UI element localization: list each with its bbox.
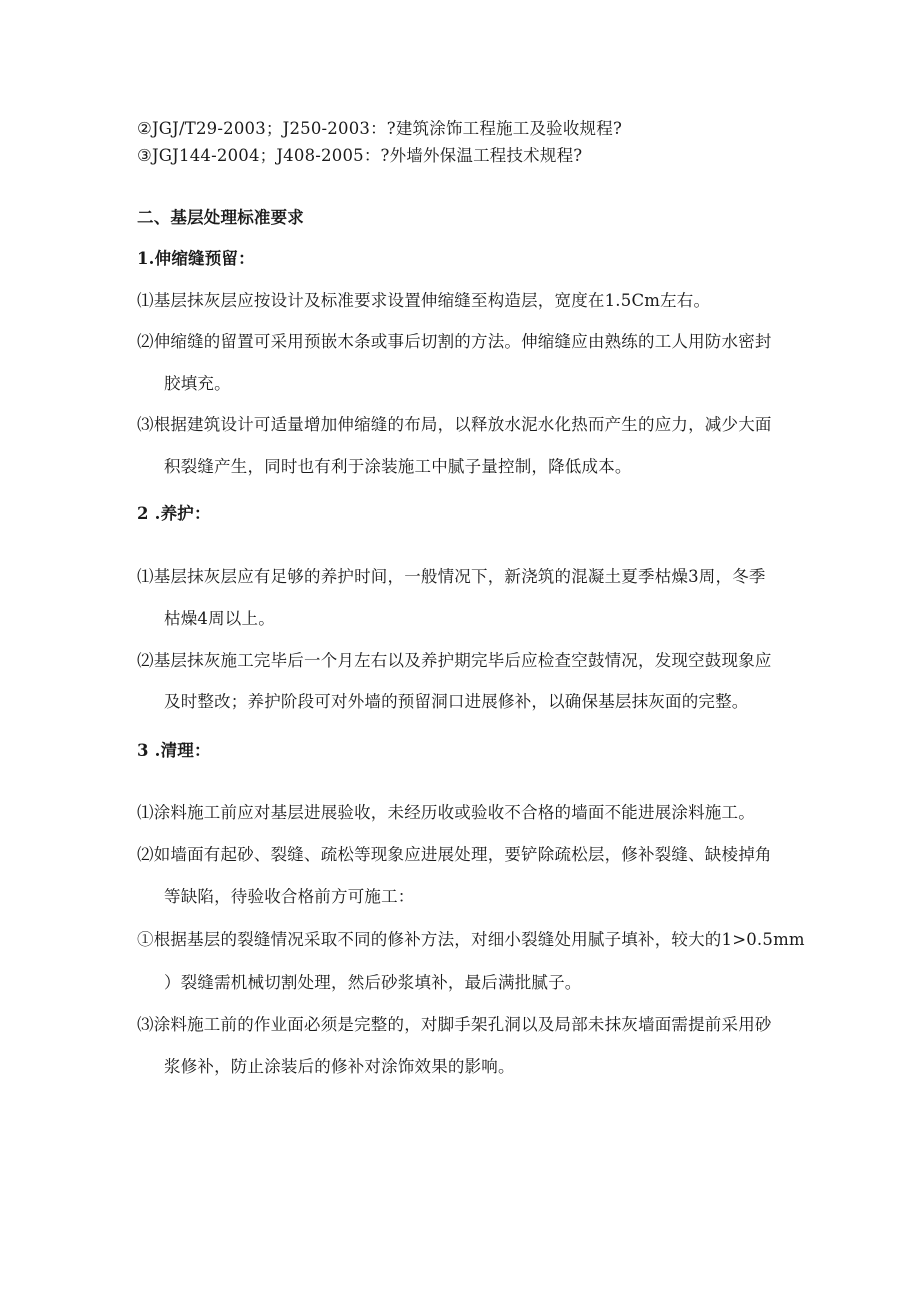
paragraph-continuation: 枯燥4周以上。	[164, 609, 275, 628]
paragraph-line: ⑶涂料施工前的作业面必须是完整的，对脚手架孔洞以及局部未抹灰墙面需提前采用砂	[137, 1015, 772, 1034]
paragraph-line: ①根据基层的裂缝情况采取不同的修补方法，对细小裂缝处用腻子填补，较大的1>0.5mm	[137, 930, 805, 949]
paragraph-continuation: 浆修补，防止涂装后的修补对涂饰效果的影响。	[164, 1057, 515, 1076]
paragraph-line: ⑵伸缩缝的留置可采用预嵌木条或事后切割的方法。伸缩缝应由熟练的工人用防水密封	[137, 332, 772, 351]
paragraph-line: ⑶根据建筑设计可适量增加伸缩缝的布局，以释放水泥水化热而产生的应力，减少大面	[137, 415, 772, 434]
subsection-title-1: 1.伸缩缝预留：	[137, 249, 255, 268]
paragraph-line: ⑴基层抹灰层应有足够的养护时间，一般情况下，新浇筑的混凝土夏季枯燥3周，冬季	[137, 567, 766, 586]
paragraph-continuation: 积裂缝产生，同时也有利于涂装施工中腻子量控制，降低成本。	[164, 457, 632, 476]
section-title: 二、基层处理标准要求	[137, 208, 304, 227]
reference-line-3: ③JGJ144-2004；J408-2005：?外墙外保温工程技术规程?	[137, 146, 583, 165]
paragraph-line: ⑵如墙面有起砂、裂缝、疏松等现象应进展处理，要铲除疏松层，修补裂缝、缺棱掉角	[137, 845, 772, 864]
paragraph-continuation: 及时整改；养护阶段可对外墙的预留洞口进展修补，以确保基层抹灰面的完整。	[164, 692, 749, 711]
subsection-title-2: 2 .养护：	[137, 504, 211, 523]
paragraph-continuation: 等缺陷，待验收合格前方可施工：	[164, 887, 415, 906]
paragraph-continuation: ）裂缝需机械切割处理，然后砂浆填补，最后满批腻子。	[164, 973, 582, 992]
subsection-title-3: 3 .清理：	[137, 741, 211, 760]
paragraph-line: ⑴基层抹灰层应按设计及标准要求设置伸缩缝至构造层，宽度在1.5Cm左右。	[137, 291, 711, 310]
reference-line-2: ②JGJ/T29-2003；J250-2003：?建筑涂饰工程施工及验收规程?	[137, 119, 622, 138]
paragraph-line: ⑴涂料施工前应对基层进展验收，未经历收或验收不合格的墙面不能进展涂料施工。	[137, 803, 755, 822]
paragraph-continuation: 胶填充。	[164, 374, 231, 393]
paragraph-line: ⑵基层抹灰施工完毕后一个月左右以及养护期完毕后应检查空鼓情况，发现空鼓现象应	[137, 651, 772, 670]
